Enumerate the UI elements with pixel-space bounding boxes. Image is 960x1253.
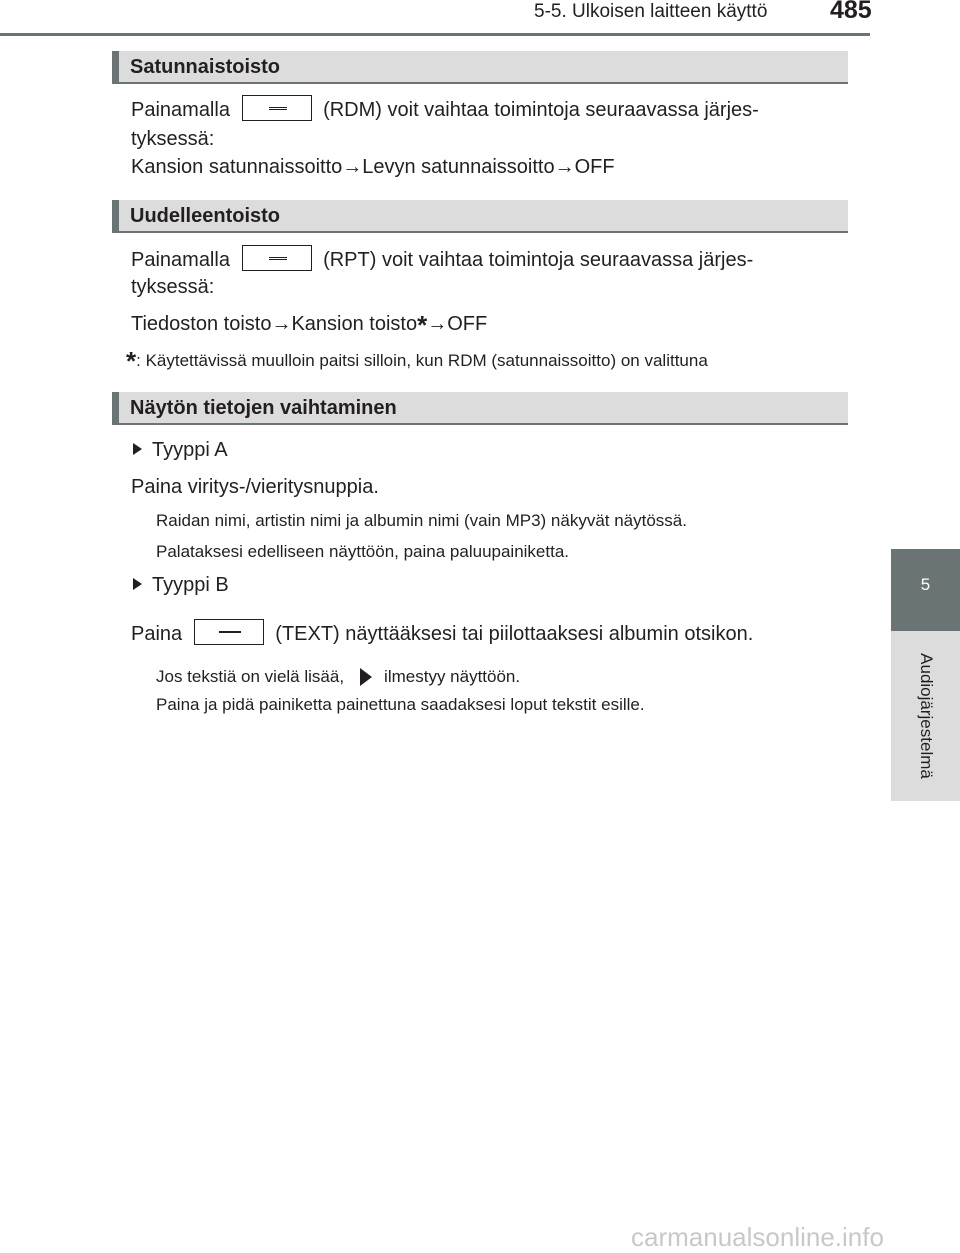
type-b-instruction <box>131 619 753 648</box>
rdm-button-icon <box>242 95 312 121</box>
type-b-label: Tyyppi B <box>152 574 229 596</box>
section-header-bar <box>112 51 119 82</box>
rdm-sequence: Kansion satunnaissoitto→Levyn satunnaissoitto→OFF <box>131 156 615 178</box>
type-b-prefix: Paina <box>131 623 183 645</box>
rpt-sequence <box>131 310 487 339</box>
rpt-line2: tyksessä: <box>131 276 215 298</box>
chapter-tab: 5 <box>891 549 960 631</box>
watermark: carmanualsonline.info <box>631 1222 884 1252</box>
footnote <box>126 346 708 377</box>
section-header-display <box>112 392 848 425</box>
rpt-instruction <box>131 245 753 274</box>
bullet-triangle-icon <box>133 578 142 590</box>
type-a-instruction: Paina viritys-/vieritysnuppia. <box>131 476 379 498</box>
type-b-heading <box>133 571 229 599</box>
bullet-triangle-icon <box>133 443 142 455</box>
rpt-suffix: (RPT) voit vaihtaa toimintoja seuraavassa järjes- <box>323 249 754 271</box>
chapter-label: Audiojärjestelmä <box>917 653 936 779</box>
page-number: 485 <box>830 0 872 24</box>
rpt-prefix: Painamalla <box>131 249 230 271</box>
text-button-icon <box>194 619 264 645</box>
type-a-label: Tyyppi A <box>152 439 228 461</box>
type-b-note1-a: Jos tekstiä on vielä lisää, <box>156 667 345 686</box>
section-title: Uudelleentoisto <box>130 205 281 227</box>
section-title: Satunnaistoisto <box>130 56 281 78</box>
type-a-note2: Palataksesi edelliseen näyttöön, paina paluupainiketta. <box>156 542 570 561</box>
rpt-sequence-a: Tiedoston toisto→Kansion toisto <box>131 313 418 335</box>
footnote-text: : Käytettävissä muulloin paitsi silloin, kun RDM (satunnaissoitto) on valittuna <box>136 351 708 370</box>
type-a-heading <box>133 436 228 464</box>
section-title: Näytön tietojen vaihtaminen <box>130 397 397 419</box>
rdm-suffix: (RDM) voit vaihtaa toimintoja seuraavassa järjes- <box>323 99 759 121</box>
section-header-repeat <box>112 200 848 233</box>
header-section-title: 5-5. Ulkoisen laitteen käyttö <box>534 1 768 22</box>
type-b-suffix: (TEXT) näyttääksesi tai piilottaaksesi albumin otsikon. <box>275 623 754 645</box>
rdm-prefix: Painamalla <box>131 99 230 121</box>
rdm-instruction <box>131 95 759 124</box>
more-text-indicator-icon <box>360 668 372 686</box>
type-b-note2: Paina ja pidä painiketta painettuna saadaksesi loput tekstit esille. <box>156 695 645 714</box>
type-a-note1: Raidan nimi, artistin nimi ja albumin nimi (vain MP3) näkyvät näytössä. <box>156 511 687 530</box>
rpt-sequence-b: →OFF <box>427 313 488 335</box>
type-b-note1 <box>156 667 520 687</box>
section-header-random <box>112 51 848 84</box>
footnote-mark: * <box>126 346 137 376</box>
type-b-note1-b: ilmestyy näyttöön. <box>384 667 521 686</box>
section-header-bar <box>112 392 119 423</box>
header-rule <box>0 33 870 36</box>
rpt-button-icon <box>242 245 312 271</box>
asterisk-mark: * <box>417 310 428 340</box>
section-header-bar <box>112 200 119 231</box>
rdm-line2: tyksessä: <box>131 128 215 150</box>
